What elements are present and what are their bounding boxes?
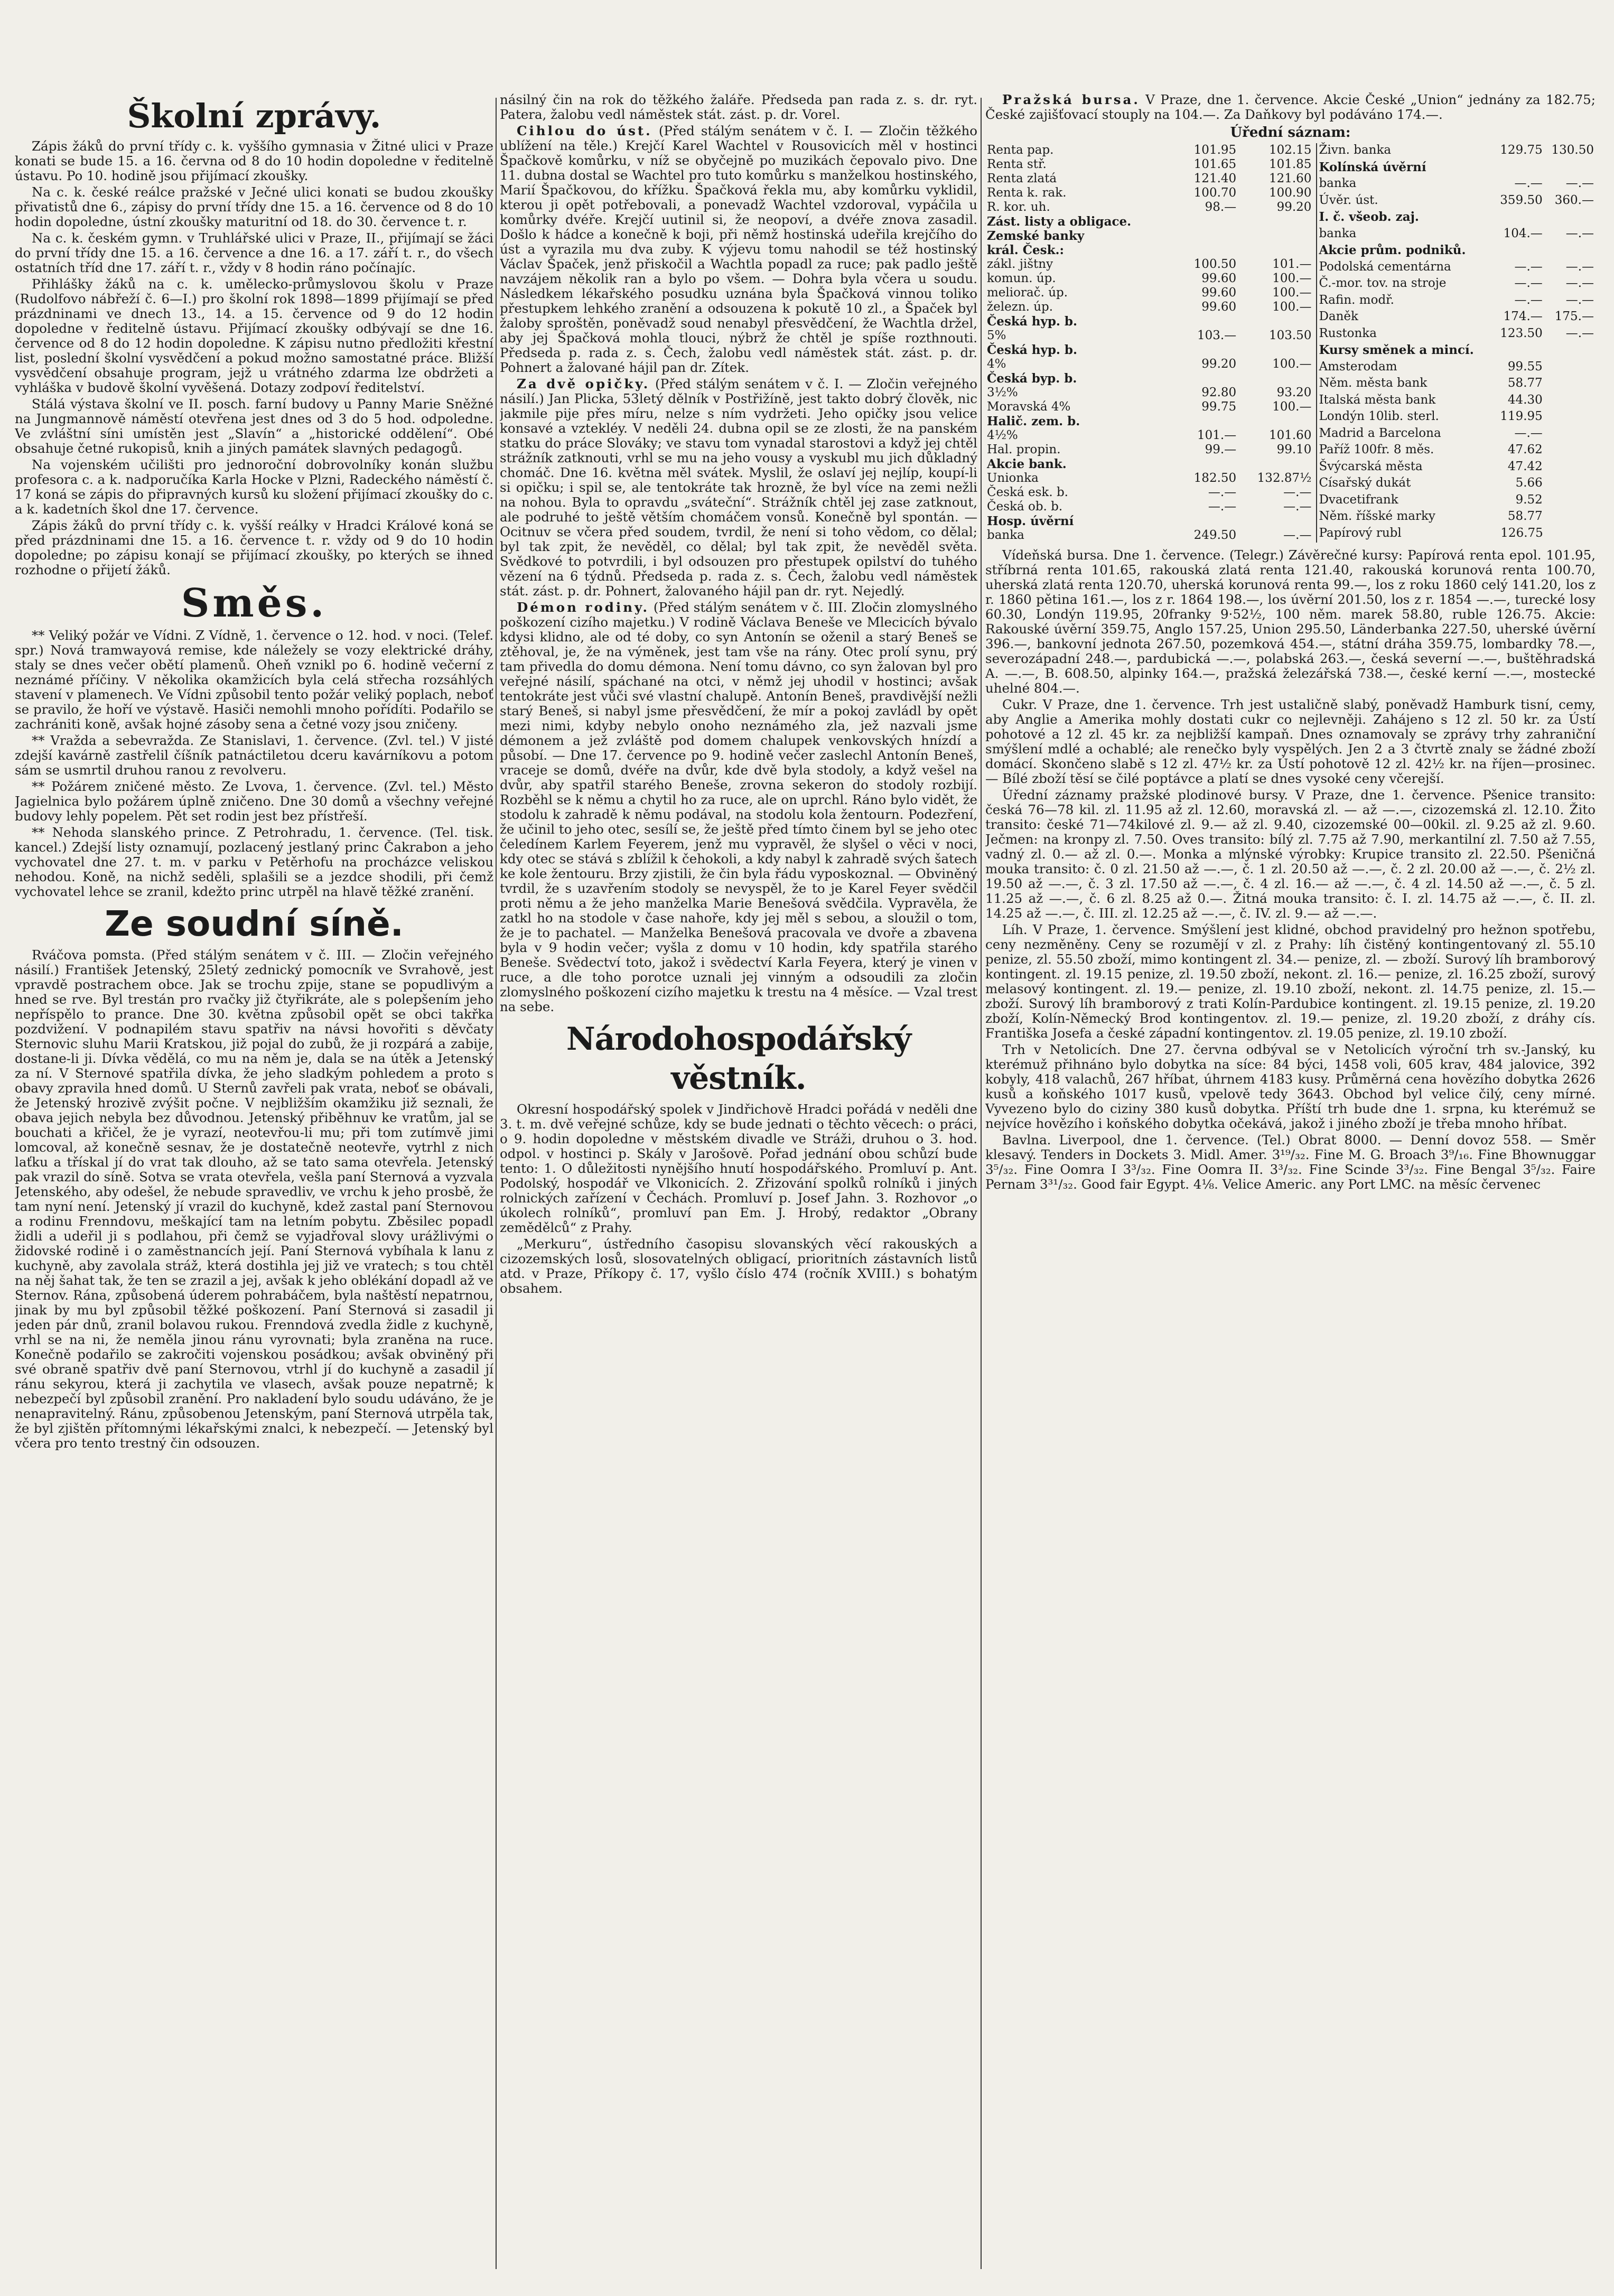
quotation-value: 102.15 (1268, 143, 1312, 157)
article-text: V Praze, dne 1. července. Akcie České „Union“ jednány za 182.75; České zajišťovací stouply na 104.—. Za Daňkovy byl podáváno 174.—. (985, 92, 1596, 122)
quotation-value (1545, 409, 1596, 426)
quotation-row (1317, 476, 1596, 493)
quotation-value (1493, 243, 1544, 260)
quotation-value: 100.— (1272, 272, 1312, 285)
quotation-row (985, 414, 1313, 428)
quotation-row (985, 300, 1313, 314)
quotation-label: Renta zlatá (987, 172, 1057, 185)
quotation-row (985, 200, 1313, 214)
section-heading-skolni: Školní zprávy. (127, 97, 381, 135)
quotation-row (1317, 393, 1596, 410)
quotation-value: 100.— (1272, 357, 1312, 371)
quotation-row (1317, 176, 1596, 193)
section-heading-soudni: Ze soudní síně. (105, 903, 404, 944)
quotation-value: —.— (1283, 528, 1312, 542)
quotation-row (1317, 343, 1596, 360)
quotation-value (1238, 343, 1313, 357)
quotation-value: 104.— (1503, 226, 1543, 240)
article-cihlou (500, 124, 977, 375)
quotation-value: 100.— (1272, 400, 1312, 414)
article-paragraph: Bavlna. Liverpool, dne 1. července. (Tel.) Obrat 8000. — Denní dovoz 558. — Směr klesavý. Tenders in Dockets 3. Midl. Amer. 3¹⁹/₃₂. Fine M. G. Broach 3⁹/₁₆. Fine Bhownuggar 3⁵/₃₂. Fine Oomra I 3³/₃₂. Fine Oomra II. 3³/₃₂. Fine Scinde 3³/₃₂. Fine Bengal 3⁵/₃₂. Faire Pernam 3³¹/₃₂. Good fair Egypt. 4⅛. Velice Americ. any Port LMC. na měsíc červenec (985, 1132, 1596, 1192)
quotation-value: —.— (1565, 259, 1594, 274)
quotation-label: Unionka (987, 471, 1039, 485)
quotation-row (1317, 260, 1596, 277)
quotation-value (1545, 460, 1596, 477)
quotation-value (1545, 509, 1596, 526)
quotation-row (1317, 409, 1596, 426)
quotation-value: —.— (1565, 226, 1594, 240)
quotation-value (1238, 214, 1313, 229)
quotation-value (1238, 371, 1313, 386)
quotation-value (1238, 514, 1313, 528)
article-lead: Za dvě opičky. (517, 376, 650, 391)
quotation-label: I. č. všeob. zaj. (1319, 210, 1419, 224)
quotation-value: 99.10 (1276, 443, 1312, 456)
quotation-row (985, 257, 1313, 272)
quotation-value: 101.— (1197, 428, 1237, 442)
column-rule (981, 98, 982, 2269)
quotation-label: Švýcarská města (1319, 459, 1423, 473)
quotation-row (985, 186, 1313, 200)
quotation-table-left (985, 143, 1313, 543)
article-paragraph: Na vojenském učilišti pro jednoroční dobrovolníky konán službu profesora c. a k. nadporučíka Karla Hocke v Plzni, Radeckého náměstí č. 17 koná se zápis do připravných kursů ku složení přijímací zkoušky do c. a k. kadetních škol dne 17. července. (15, 457, 493, 517)
quotation-value: —.— (1565, 176, 1594, 190)
quotation-value: —.— (1208, 500, 1237, 514)
quotation-label: železn. úp. (987, 300, 1053, 314)
article-paragraph: Zápis žáků do první třídy c. k. vyšší reálky v Hradci Králové koná se před prázdninami dne 15. a 16. července t. r. vždy od 9 do 10 hodin dopoledne; po zápisu konají se přijímací zkoušky, po kterých se ihned rozhodne o přijetí žáků. (15, 518, 493, 577)
quotation-label: banka (1319, 226, 1357, 240)
quotation-row (985, 386, 1313, 400)
quotation-table-right (1316, 143, 1596, 543)
quotation-value (1545, 343, 1596, 360)
column-3 (985, 92, 1596, 2269)
article-demon (500, 600, 977, 1014)
quotation-row (985, 357, 1313, 371)
article-text: (Před stálým senátem v č. I. — Zločin těžkého ublížení na těle.) Krejčí Karel Wachtel v Rousovicích měl v hostinci Špačkově komůrku, v níž se obyčejně po muzikách čepovalo pivo. Dne 11. dubna dostal se Wachtel pro tuto komůrku s manželkou hostinského, Marií Špačkovou, do křížku. Špačková řekla mu, aby komůrku vyklidil, kterou ji opět potřebovali, a ponevadž Wachtel vzdoroval, vypáčila u komůrky dvéře. Krejčí uutinil si, že neopoví, a dvéře znova zasadil. Došlo k hádce a konečně k boji, při němž hostinská udeřila krejčího do úst a vyrazila mu dva zuby. K výjevu tomu nahodil se též hostinský Václav Špaček, jenž přiskočil a Wachtla popadl za ruce; pak padlo ještě navzájem několik ran a bylo po všem. — Dohra byla včera u soudu. Následkem lékařského posudku uznána byla Špačková vinnou toliko přestupkem lehkého zranění a odsouzena k pokutě 10 zl., a Špaček byl žaloby sproštěn, poněvadž soud nenabyl přesvědčení, že Wachtla držel, aby jej Špačková mohla tlouci, nýbrž že chtěl je spíše rozthnouti. Předseda p. rada z. s. Čech, žalobu vedl náměstek stát. zást. p. dr. Pohnert a žalované hájil pan dr. Zítek. (500, 123, 977, 375)
quotation-label: Česká hyp. b. (987, 343, 1078, 357)
quotation-value (1178, 229, 1238, 243)
quotation-value (1178, 343, 1238, 357)
quotation-label: Moravská 4% (987, 400, 1071, 414)
article-text: (Před stálým senátem v č. III. Zločin zlomyslného poškození cizího majetku.) V rodině Václava Beneše ve Mlecicích bývalo kdysi klidno, ale od té doby, co syn Antonín se oženil a starý Beneš se ztěhoval, je, že na výměnek, jest tam vše na rány. Otec prolí synu, prý tam přivedla do domu démona. Není tomu dávno, co syn žalovan byl pro veřejné násilí, spáchané na otci, v němž jej uhodil v hostinci; avšak tentokráte jest vůči své vlastní chalupě. Antonín Beneš, pravdivější nežli starý Beneš, si nabyl jsme přesvědčení, že mír a pokoj zavládl by opět mezi nimi, kdyby nebylo onoho neznámého zla, jež nazvali jsme démonem a jež zvláště pod domem chalupek venkovských hnízdí a působí. — Dne 17. července po 9. hodině večer zaslechl Antonín Beneš, vraceje se domů, dvéře na dvůr, kde dvě byla stodoly, a když vešel na dvůr, aby spatřil starého Beneše, zrovna sekeron do stodoly rozbijí. Rozběhl se k němu a chytil ho za ruce, ale on uprchl. Ráno bylo vidět, že stodolu k zahradě k němu podával, na stodolu kola žentourn. Podezření, že učinil to jeho otec, sesílí se, že ještě před tímto činem byl se jeho otec čeledínem Karlem Feyerem, jenž mu vypravěl, že slyšel o věci v noci, kdy otec se stává s zblížil k čehokoli, a kdy nabyl k zahradě svých šatech ke kole žentouru. Brzy zjistili, že čin byla řádu vyposkoznal. — Obviněný tvrdil, že s uzavřením stodoly se nevyspěl, že to je Karel Feyer svědčil proti němu a že jeho manželka Marie Benešová svědčila. Vypravěla, že zatkl ho na stodole v čase nahoře, kdy jej měl s sebou, a sloužil o tom, že je to pachatel. — Manželka Benešová pracovala ve dvoře a zbavena byla v 9 hodin večer; vyšla z domu v 10 hodin, kdy spatřila starého Beneše. Svědectví toto, jakož i svědectví Karla Feyera, který je vinen v ruce, a dle toho porotce uznali jej vinným a odsoudili za zločin zlomyslného poškození cizího majetku k trestu na 4 měsíce. — Vzal trest na sebe. (500, 600, 977, 1014)
quotation-row (1317, 376, 1596, 393)
quotation-label: Akcie prům. podniků. (1319, 243, 1466, 257)
quotation-row (985, 514, 1313, 528)
quotation-label: Hosp. úvěrní (987, 514, 1074, 528)
quotation-value: —.— (1565, 276, 1594, 290)
quotation-label: Dvacetifrank (1319, 492, 1398, 507)
quotation-heading: Úřední sáznam: (1230, 125, 1351, 141)
quotation-label: Kursy směnek a mincí. (1319, 343, 1474, 357)
quotation-value (1178, 314, 1238, 329)
quotation-value (1178, 457, 1238, 471)
quotation-row (985, 428, 1313, 443)
quotation-value: 44.30 (1507, 393, 1543, 407)
quotation-value: 99.75 (1201, 400, 1237, 414)
column-1 (15, 92, 493, 2269)
quotation-value (1238, 414, 1313, 428)
article-paragraph: Na c. k. českém gymn. v Truhlářské ulici v Praze, II., přijímají se žáci do první třídy dne 15. a 16. července a dne 16. a 17. září t. r., do všech ostatních tříd dne 17. září t. r., vždy v 8 hodin ráno počínajíc. (15, 230, 493, 275)
article-paragraph: ** Vražda a sebevražda. Ze Stanislavi, 1. července. (Zvl. tel.) V jisté zdejší kavárně zastřelil číšník patnáctiletou dceru kavárníkovu a potom sám se usmrtil druhou ranou z revolveru. (15, 733, 493, 778)
quotation-label: Podolská cementárna (1319, 259, 1451, 274)
quotation-label: Rafin. modř. (1319, 293, 1394, 307)
quotation-value: 129.75 (1500, 143, 1543, 157)
section-heading-smes: Směs. (181, 581, 328, 626)
quotation-value: 99.— (1205, 443, 1237, 456)
quotation-value: —.— (1514, 293, 1543, 307)
quotation-label: Česká esk. b. (987, 486, 1068, 499)
quotation-row (985, 329, 1313, 343)
article-paragraph: Okresní hospodářský spolek v Jindřichově Hradci pořádá v neděli dne 3. t. m. dvě veřejné schůze, kdy se bude jednati o těchto věcech: o práci, o 9. hodin dopoledne v městském divadle ve Stráži, druhou o 3. hod. odpol. v hostinci p. Skály v Jarošově. Pořad jednání obou schůzí bude tento: 1. O důležitosti nynějšího hnutí hospodářského. Promluví p. Ant. Podolský, hospodář ve Vlkonicích. 2. Zřizování spolků rolníků i jiných rolnických zařízení v Čechách. Promluví p. Josef Jahn. 3. Rozhovor „o úkolech rolníků“, promluví pan Em. J. Hrobý, redaktor „Obrany zemědělců“ z Prahy. (500, 1102, 977, 1235)
quotation-value: 9.52 (1515, 492, 1543, 507)
quotation-label: Česká byp. b. (987, 371, 1077, 386)
quotation-label: Halič. zem. b. (987, 414, 1080, 428)
quotation-value: 359.50 (1500, 193, 1543, 207)
quotation-row (985, 214, 1313, 229)
quotation-value (1545, 360, 1596, 377)
quotation-value: 123.50 (1500, 326, 1543, 340)
quotation-value: 99.20 (1276, 200, 1312, 214)
article-paragraph: Líh. V Praze, 1. července. Smýšlení jest klidné, obchod pravidelný pro hežnon spotřebu, ceny nezměněny. Ceny se rozumějí v zl. z Prahy: líh čistěný kontingentovaný zl. 55.10 penize, zl. 55.50 zboží, mimo kontingent zl. 34.— penize, zl. — zboží. Surový líh bramborový kontingent. zl. 19.15 penize, zl. 19.50 zboží, nekont. zl. 16.— penize, zl. 16.25 zboží, surový melasový kontingent. zl. 19.— penize, zl. 19.10 zboží, nekont. zl. 14.75 penize, zl. 15.— zboží. Surový líh bramborový z trati Kolín-Pardubice kontingent. zl. 19.15 penize, zl. 19.20 zboží, Kolín-Německý Brod kontingentov. zl. 19.— penize, zl. 19.20 zboží, z dráhy cís. Františka Josefa a české západní kontingentov. zl. 19.05 penize, zl. 19.10 zboží. (985, 922, 1596, 1041)
article-paragraph: ** Nehoda slanského prince. Z Petrohradu, 1. července. (Tel. tisk. kancel.) Zdejší listy oznamují, pozlacený jestlaný princ Čakrabon a jeho vychovatel dne 27. t. m. v parku v Petěrhofu na procházce veliskou nehodou. Koně, na nichž seděli, splašili se a jezdce shodili, při čemž vychovatel lehce se zranil, kdežto princ utrpěl na hlavě těžké zranění. (15, 825, 493, 899)
article-paragraph: ** Veliký požár ve Vídni. Z Vídně, 1. července o 12. hod. v noci. (Telef. spr.) Nová tramwayová remise, kde náležely se vozy elektrické dráhy, staly se dnes večer obětí plamenů. Oheň vznikl po 6. hodině večerní z neznámé příčiny. V několika okamžicích byla celá střecha rozsáhlých stavení v plamenech. Ve Vídni způsobil tento požár veliký poplach, neboť se pravilo, že hoří ve výstavě. Hasiči nemohli mnoho pořídíti. Podařilo se zachrániti koně, avšak hojné zásoby sena a četné vozy jsou zničeny. (15, 628, 493, 732)
quotation-value: 119.95 (1500, 409, 1543, 423)
article-text: (Před stálým senátem v č. I. — Zločin veřejného násilí.) Jan Plicka, 53letý dělník v Postřižíně, jest takto dobrý člověk, nic jakmile pije přes míru, nelze s ním vydržeti. Jeho opičky jsou velice konsavé a vztekléy. V neděli 24. dubna opil se ze zlosti, že na panském statku do práce Slováky; ve stavu tom vynadal starostovi a když jej chtěl strážník zatknouti, vrhl se mu na jeho vousy a vyskubl mu jich důkladný chomáč. Dne 16. května měl svátek. Myslil, že oslaví jej nejlíp, koupí-li si opičku; i spil se, ale tentokráte tak hrozně, že byl více na zemi nežli na nohou. Byla to opravdu „sváteční“. Strážník chtěl jej zase zatknout, ale podruhé to ještě větším chomáčem vonsů. Konečně byl spontán. — Ocitnuv se včera před soudem, tvrdil, že není si toho vědom, co dělal; byl tak zpit, že nevěděl, co dělal; byl tak zpit, že nevěděl světa. Svědkové to potvrdili, i byl odsouzen pro přestupek opilství do tuhého vězení na 6 týdnů. Předseda p. rada z. s. Čech, žalobu vedl náměstek stát. zást. p. dr. Pohnert, žalovaného hájil pan dr. ryt. Nejedlý. (500, 376, 977, 599)
quotation-value: 103.— (1197, 329, 1237, 342)
quotation-row (1317, 243, 1596, 260)
quotation-value: 101.65 (1193, 157, 1237, 171)
quotation-value: 132.87½ (1257, 471, 1312, 485)
quotation-value (1545, 443, 1596, 460)
quotation-value: 47.62 (1507, 443, 1543, 456)
quotation-value (1545, 476, 1596, 493)
quotation-label: Renta k. rak. (987, 186, 1067, 200)
quotation-label: král. Česk.: (987, 243, 1065, 257)
quotation-label: Česká hyp. b. (987, 314, 1078, 329)
quotation-label: Něm. říšské marky (1319, 509, 1435, 523)
quotation-value: 103.50 (1268, 329, 1312, 342)
quotation-value (1545, 393, 1596, 410)
quotation-row (1317, 193, 1596, 210)
quotation-value (1238, 314, 1313, 329)
quotation-row (1317, 360, 1596, 377)
quotation-value: 100.— (1272, 300, 1312, 314)
quotation-value: 101.— (1272, 257, 1312, 271)
article-opicky (500, 377, 977, 599)
quotation-label: Akcie bank. (987, 457, 1067, 471)
article-paragraph: Zápis žáků do první třídy c. k. vyššího gymnasia v Žitné ulici v Praze konati se bude 15. a 16. června od 8 do 10 hodin dopoledne v ředitelně ústavu. Po 10. hodině jsou přijímací zkoušky. (15, 138, 493, 183)
quotation-row (1317, 509, 1596, 526)
quotation-value: 58.77 (1507, 376, 1543, 390)
quotation-value: 101.85 (1268, 157, 1312, 171)
quotation-value: —.— (1514, 276, 1543, 290)
quotation-value: 99.60 (1201, 286, 1237, 300)
quotation-value: 121.60 (1268, 172, 1312, 185)
quotation-row (985, 443, 1313, 457)
quotation-row (985, 143, 1313, 157)
quotation-value: 99.55 (1507, 359, 1543, 374)
quotation-value (1238, 457, 1313, 471)
quotation-value: —.— (1514, 176, 1543, 190)
column-rule (496, 98, 497, 2269)
column-2 (500, 92, 977, 2269)
quotation-value: 121.40 (1193, 172, 1237, 185)
quotation-row (1317, 210, 1596, 227)
quotation-row (985, 500, 1313, 514)
article-paragraph: Přihlášky žáků na c. k. umělecko-průmyslovou školu v Praze (Rudolfovo nábřeží č. 6—I.) pro školní rok 1898—1899 přijímají se před prázdninami ve dnech 13., 14. a 15. července od 9 do 12 hodin dopoledne v ředitelně ústavu. Přijímací zkoušky odbývají se dne 16. července od 8 do 12 hodin dopoledne. K zápisu nutno předložiti křestní list, poslední školní vysvědčení a pokud možno samostatné práce. Bližší vysvědčení obsahuje program, jejž u vrátného zdarma lze obdržeti a vyhláška v budově školní vyvěšená. Dotazy zodpoví ředitelství. (15, 276, 493, 395)
article-paragraph: Trh v Netolicích. Dne 27. června odbýval se v Netolicích výroční trh sv.-Janský, ku kterémuž přihnáno bylo dobytka na síce: 84 býci, 1458 voli, 605 krav, 484 jalovice, 392 kobyly, 418 valachů, 267 hříbat, úhrnem 4183 kusy. Průměrná cena hovězího dobytka 2626 kusů a koňského 1017 kusů, vpelově tedy 3643. Obchod byl velice čilý, ceny mírné. Vyvezeno bylo do ciziny 380 kusů dobytka. Příští trh bude dne 1. srpna, ku kterémuž se nejvíce hovězího i koňského dobytka očekává, jakož i jiného zboží je třeba mnoho hříbat. (985, 1042, 1596, 1131)
article-paragraph: násilný čin na rok do těžkého žaláře. Předseda pan rada z. s. dr. ryt. Patera, žalobu vedl náměstek stát. zást. p. dr. Vorel. (500, 92, 977, 122)
quotation-value: 100.90 (1268, 186, 1312, 200)
quotation-row (1317, 293, 1596, 310)
quotation-row (985, 157, 1313, 172)
quotation-value: —.— (1514, 426, 1543, 440)
quotation-value: 126.75 (1500, 526, 1543, 540)
quotation-label: Č.-mor. tov. na stroje (1319, 276, 1447, 290)
quotation-value: 5.66 (1515, 476, 1543, 490)
quotation-label: komun. úp. (987, 272, 1056, 285)
quotation-label: Madrid a Barcelona (1319, 426, 1441, 440)
quotation-value (1178, 514, 1238, 528)
quotation-label: 3½% (987, 386, 1018, 399)
quotation-label: 5% (987, 329, 1006, 342)
article-burza (985, 92, 1596, 122)
quotation-row (1317, 460, 1596, 477)
quotation-row (985, 457, 1313, 471)
quotation-value: —.— (1514, 259, 1543, 274)
quotation-label: Kolínská úvěrní (1319, 160, 1426, 174)
quotation-value: 182.50 (1193, 471, 1237, 485)
quotation-value: —.— (1208, 486, 1237, 499)
quotation-row (985, 471, 1313, 486)
quotation-row (985, 343, 1313, 357)
quotation-label: 4½% (987, 428, 1018, 442)
quotation-value: 92.80 (1201, 386, 1237, 399)
quotation-row (985, 371, 1313, 386)
quotation-label: zákl. jištny (987, 257, 1053, 271)
quotation-value (1545, 426, 1596, 443)
quotation-label: Daněk (1319, 310, 1358, 323)
quotation-label: Hal. propin. (987, 443, 1061, 456)
quotation-value (1493, 210, 1544, 227)
quotation-label: Česká ob. b. (987, 500, 1063, 514)
quotation-row (985, 400, 1313, 414)
quotation-value (1545, 243, 1596, 260)
quotation-label: Rustonka (1319, 326, 1377, 340)
quotation-value (1545, 376, 1596, 393)
quotation-row (985, 528, 1313, 543)
quotation-label: Italská města bank (1319, 393, 1436, 407)
quotation-value: 101.60 (1268, 428, 1312, 442)
quotation-row (1317, 493, 1596, 510)
quotation-value (1178, 214, 1238, 229)
quotation-value (1545, 493, 1596, 510)
quotation-value: 360.— (1554, 193, 1594, 207)
quotation-row (1317, 310, 1596, 326)
quotation-row (1317, 443, 1596, 460)
quotation-value (1493, 343, 1544, 360)
quotation-value: 130.50 (1551, 143, 1594, 157)
quotation-label: Renta stř. (987, 157, 1047, 171)
quotation-label: Paříž 100fr. 8 měs. (1319, 443, 1434, 456)
quotation-value: —.— (1283, 500, 1312, 514)
quotation-row (1317, 326, 1596, 343)
quotation-value (1545, 210, 1596, 227)
quotation-label: Amsterodam (1319, 359, 1397, 374)
quotation-label: Úvěr. úst. (1319, 193, 1378, 207)
quotation-value: 100.— (1272, 286, 1312, 300)
quotation-row (1317, 426, 1596, 443)
quotation-value (1238, 229, 1313, 243)
article-lead: Pražská bursa. (1002, 92, 1140, 107)
quotation-value: 100.70 (1193, 186, 1237, 200)
article-paragraph: Rváčova pomsta. (Před stálým senátem v č. III. — Zločin veřejného násilí.) František Jetenský, 25letý zednický pomocník ve Svrahově, jest vpravdě postrachem obce. Jak se trochu zpije, stane se popudlivým a hned se rve. Byl trestán pro rvačky již čtyřikráte, ale s polepšením jeho nepříspělo to prance. Dne 30. května způsobil opět se obci takřka pozdvižení. V podnapilém stavu spatřiv na návsi hovořiti s děvčaty Sternovic sluhu Marii Kratskou, již pojal do zubů, že ji rozpárá a zabije, dostane-li ji. Dívka vědělá, co mu na něm je, dala se na útěk a Jetenský za ní. V Sternové spatřila dívka, že jeho sladkým pohledem a proto s obavy zpravila hned domů. U Sternů zavřeli pak vrata, neboť se obávali, že Jetenský hrozivě zvýšit počne. V nejbližším okamžiku již seznali, že obava jejich nebyla bez důvodnou. Jetenský přiběhnuv ke vratům, jal se bouchati a křičel, že je vyrazí, neotevřou-li mu; při tom zutímvě jimi lomcoval, až konečně sesnav, že je dostatečně neotevře, vytrhl z nich laťku a třískal jí do vrat tak dlouho, až se tato sama otevřela. Jetenský pak vrazil do síně. Sotva se vrata otevřela, vešla paní Sternová a vyzvala Jetenského, aby odešel, že nebude spravedliv, ve vrchu k jeho prosbě, že tam nyní není. Jetenský jí vrazil do kuchyně, kdež zastal paní Sternovou a rodinu Frenndovu, meškající tam na letním pobytu. Zběsilec popadl židli a udeřil ji s podlahou, při čemž se vyjadřoval slovy urážlivými o židovské rodině i o zaměstnancích její. Paní Sternová vybíhala k lanu z kuchyně, aby zavolala stráž, která dostihla jej již ve vratech; s tou chtěl na něj šahat tak, že ten se zrazil a jej, avšak k jeho oblékání dopadl až ve Sternov. Rána, způsobená úderem pohrabáčem, byla naštěstí nepatrnou, jinak by mu byl způsobil těžké poškození. Paní Sternová si zasadil ji jeden pár dnů, zranil bolavou rukou. Frenndová zvedla židle z kuchyně, vrhl se na ni, že neměla jinou ránu vyrovnati; byla zraněna na ruce. Konečně podařilo se zakročiti vojenskou posádkou; avšak obviněný při své obraně spatřiv dvě paní Sternovou, vtrhl jí do kuchyně a zasadil jí ránu sekyrou, která ji zachytila ve vlasech, avšak pouze nepatrně; k nebezpečí byl způsobil zranění. Pro nakladení bylo soudu udáváno, že je nenapravitelný. Ránu, způsobenou Jetenským, paní Sternová utrpěla tak, že byl zjištěn přítomnými lékařskými znalci, k nebezpečí. — Jetenský byl včera pro tento trestný čin odsouzen. (15, 947, 493, 1451)
article-paragraph: ** Požárem zničené město. Ze Lvova, 1. července. (Zvl. tel.) Město Jagielnica bylo požárem úplně zničeno. Dne 30 domů a všechny veřejné budovy lehly popelem. Pět set rodin jest bez přístřeší. (15, 779, 493, 824)
quotation-label: Živn. banka (1319, 143, 1392, 157)
quotation-value: —.— (1283, 486, 1312, 499)
quotation-value (1545, 526, 1596, 543)
quotation-value: 175.— (1554, 310, 1594, 323)
quotation-row (985, 243, 1313, 257)
article-paragraph: „Merkuru“, ústředního časopisu slovanských věcí rakouských a cizozemských losů, slosovatelných obligací, prioritních zástavních listů atd. v Praze, Příkopy č. 17, vyšlo číslo 474 (ročník XVIII.) s bohatým obsahem. (500, 1236, 977, 1296)
quotation-value: 249.50 (1193, 528, 1237, 542)
quotation-row (1317, 227, 1596, 244)
quotation-value: 100.50 (1193, 257, 1237, 271)
quotation-value (1178, 371, 1238, 386)
quotation-label: Londýn 10lib. sterl. (1319, 409, 1439, 423)
quotation-value: —.— (1565, 293, 1594, 307)
quotation-row (1317, 143, 1596, 160)
quotation-row (1317, 276, 1596, 293)
quotation-value: 93.20 (1276, 386, 1312, 399)
article-paragraph: Na c. k. české reálce pražské v Ječné ulici konati se budou zkoušky přivatistů dne 6., zápisy do první třídy dne 15. a 16. července od 8 do 10 hodin dopoledne, ústní zkoušky maturitní od 18. do 30. července t. r. (15, 184, 493, 229)
quotation-label: banka (987, 528, 1024, 542)
quotation-label: meliorač. úp. (987, 286, 1068, 300)
quotation-label: 4% (987, 357, 1006, 371)
quotation-value: 99.60 (1201, 300, 1237, 314)
quotation-label: banka (1319, 176, 1357, 190)
quotation-value: 58.77 (1507, 509, 1543, 523)
quotation-label: Něm. města bank (1319, 376, 1428, 390)
quotation-value (1238, 243, 1313, 257)
quotation-label: Papírový rubl (1319, 526, 1402, 540)
quotation-row (985, 229, 1313, 243)
quotation-row (985, 314, 1313, 329)
quotation-value (1178, 414, 1238, 428)
quotation-value (1178, 243, 1238, 257)
quotation-value: 99.20 (1201, 357, 1237, 371)
quotation-row (985, 286, 1313, 300)
quotation-label: R. kor. uh. (987, 200, 1050, 214)
quotation-label: Zást. listy a obligace. (987, 214, 1132, 229)
quotation-value (1493, 160, 1544, 177)
quotation-value: —.— (1565, 326, 1594, 340)
quotation-value: 98.— (1205, 200, 1237, 214)
article-paragraph: Vídeňská bursa. Dne 1. července. (Telegr.) Závěrečné kursy: Papírová renta epol. 101.95, stříbrná renta 101.65, rakouská zlatá renta 121.40, rakouská korunová renta 100.70, uherská zlatá renta 120.70, uherská korunová renta 99.—, los z roku 1860 celý 141.20, los z r. 1860 pětina 161.—, los z r. 1864 198.—, los úvěrní 201.50, los z r. 1854 —.—, turecké losy 60.30, Londýn 119.95, 20franky 9·52½, 100 něm. marek 58.80, ruble 126.75. Akcie: Rakouské úvěrní 359.75, Anglo 157.25, Union 295.50, Länderbanka 227.50, uherské úvěrní 396.—, bankovní jednota 267.50, pozemková 454.—, státní dráha 359.75, lombardky 78.—, severozápadní 248.—, pardubická —.—, polabská 263.—, česká severní —.—, buštěhradská A. —.—, B. 608.50, alpinky 164.—, pražská železářská 738.—, české kerní —.—, mostecké uhelné 804.—. (985, 547, 1596, 696)
article-lead: Démon rodiny. (517, 600, 650, 615)
quotation-label: Zemské banky (987, 229, 1085, 243)
quotation-tables (985, 143, 1596, 543)
article-paragraph: Stálá výstava školní ve II. posch. farní budovy u Panny Marie Sněžné na Jungmannově náměstí otevřena jest dnes od 3 do 5 hod. odpoledne. Ve zvláštní síni umístěn jest „Slavín“ a „historické oddělení“. Obé obsahuje četné rukopisů, knih a jiných památek slavných pedagogů. (15, 396, 493, 456)
quotation-label: Renta pap. (987, 143, 1054, 157)
quotation-row (1317, 526, 1596, 543)
quotation-value: 47.42 (1507, 459, 1543, 473)
quotation-value: 99.60 (1201, 272, 1237, 285)
quotation-value: 174.— (1503, 310, 1543, 323)
quotation-row (985, 172, 1313, 186)
article-lead: Cihlou do úst. (517, 123, 652, 138)
article-paragraph: Cukr. V Praze, dne 1. července. Trh jest ustaličně slabý, poněvadž Hamburk tisní, cemy, aby Anglie a Amerika mohly dostati cukr co nejlevněji. Zahájeno s 12 zl. 50 kr. za Ústí pohotové a 12 zl. 45 kr. za nejbližší kampaň. Dnes oznamovaly se zprávy trhy zahraniční smýšlení mdlé a ochablé; ale renečko byly vyspělých. Jen 2 a 3 čtvrtě znaly se žádné zboží domácí. Skončeno slabě s 12 zl. 47½ kr. za Ústí pohotově 12 zl. 42½ kr. na říjen—prosinec. — Bílé zboží těsí se čilé poptávce a platí se dnes vysoké ceny včerejší. (985, 697, 1596, 786)
section-heading-narodohospodarsky: Národohospodářský věstník. (566, 1021, 911, 1097)
quotation-value: 101.95 (1193, 143, 1237, 157)
article-paragraph: Úřední záznamy pražské plodinové bursy. V Praze, dne 1. července. Pšenice transito: česká 76—78 kil. zl. 11.95 až zl. 12.60, moravská zl. — až —.—, cizozemská zl. 12.10. Žito transito: české 71—74kilové zl. 9.— až zl. 9.40, cizozemské 00—00kil. zl. 9.25 až zl. 9.60. Ječmen: na kronpy zl. 7.50. Oves transito: bílý zl. 7.75 až 7.90, merkantilní zl. 7.50 až 7.55, vadný zl. 0.— až zl. 0.—. Monka a mlýnské výrobky: Krupice transito zl. 22.50. Pšeničná mouka transito: č. 0 zl. 21.50 až —.—, č. 1 zl. 20.50 až —.—, č. 2 zl. 20.00 až —.—, č. 2½ zl. 19.50 až —.—, č. 3 zl. 17.50 až —.—, č. 4 zl. 16.— až —.—, č. 4 zl. 14.50 až —.—, č. 5 zl. 11.25 až —.—, č. 6 zl. 8.25 až 0.—. Žitná mouka transito: č. I. zl. 14.75 až —.—, č. II. zl. 14.25 až —.—, č. III. zl. 12.25 až —.—, č. IV. zl. 9.— až —.—. (985, 787, 1596, 921)
quotation-value (1545, 160, 1596, 177)
quotation-row (985, 486, 1313, 500)
quotation-row (985, 272, 1313, 286)
quotation-label: Císařský dukát (1319, 476, 1411, 490)
quotation-row (1317, 160, 1596, 177)
